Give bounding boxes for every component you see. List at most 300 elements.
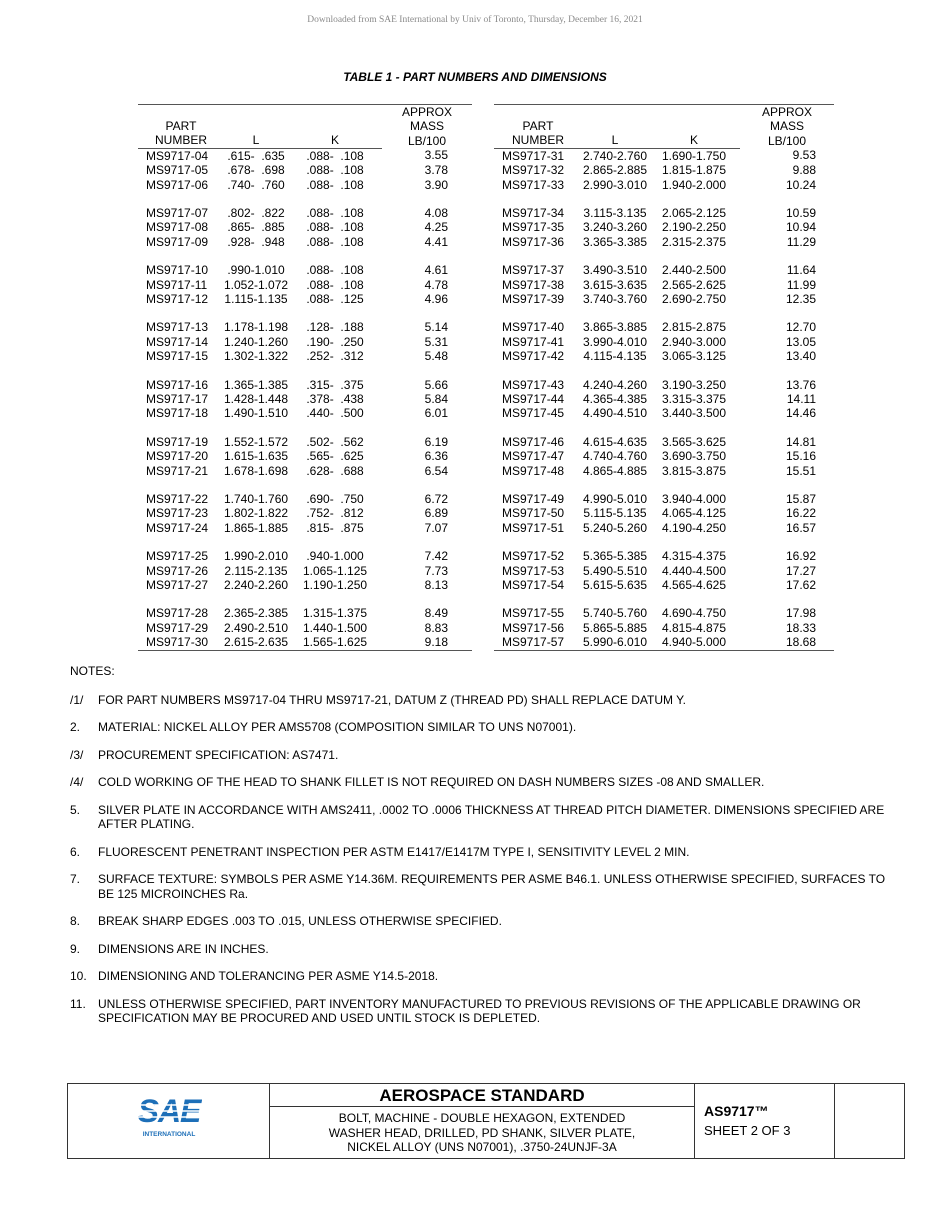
l-cell: 1.052-1.072 [223, 277, 289, 292]
part-number-cell: MS9717-18 [146, 406, 209, 421]
k-cell: 3.815-3.875 [661, 463, 727, 478]
table-row [138, 206, 472, 220]
mass-cell: 9.88 [792, 163, 816, 178]
k-cell: 4.065-4.125 [661, 506, 727, 521]
k-cell: .088- .108 [306, 234, 364, 249]
part-number-cell: MS9717-38 [502, 277, 565, 292]
mass-cell: 10.94 [785, 220, 816, 235]
k-cell: 2.190-2.250 [661, 220, 727, 235]
k-cell: 2.690-2.750 [661, 291, 727, 306]
k-cell: 2.565-2.625 [661, 277, 727, 292]
mass-cell: 18.68 [740, 635, 834, 650]
l-cell: 1.678-1.698 [223, 463, 289, 478]
mass-cell: 11.64 [786, 263, 816, 278]
mass-cell: 16.57 [785, 520, 816, 535]
table-row [138, 378, 472, 392]
header-k: K [288, 105, 382, 148]
mass-cell: 3.90 [424, 177, 448, 192]
part-number-cell: MS9717-32 [502, 163, 565, 178]
table-row [494, 335, 834, 349]
part-number-cell: MS9717-05 [146, 163, 209, 178]
notes-heading: NOTES: [70, 664, 115, 678]
table-row [138, 564, 472, 578]
k-cell: 2.940-3.000 [661, 334, 727, 349]
table-row [494, 235, 834, 249]
table-row [494, 635, 834, 650]
part-number-cell: MS9717-45 [502, 406, 565, 421]
table-row [494, 449, 834, 463]
l-cell: 2.990-3.010 [582, 177, 648, 192]
note-text: FOR PART NUMBERS MS9717-04 THRU MS9717-21, DATUM Z (THREAD PD) SHALL REPLACE DATUM Y. [98, 692, 686, 707]
k-cell: 1.440-1.500 [303, 620, 368, 635]
part-number-cell: MS9717-15 [146, 349, 209, 364]
mass-cell: 6.01 [424, 406, 448, 421]
k-cell: .440- .500 [306, 406, 364, 421]
note-text: SURFACE TEXTURE: SYMBOLS PER ASME Y14.36M. REQUIREMENTS PER ASME B46.1. UNLESS OTHERWISE SPECIFIED, SURFACES TO BE 125 MICROINCHES Ra. [98, 872, 886, 901]
note-text: FLUORESCENT PENETRANT INSPECTION PER ASTM E1417/E1417M TYPE I, SENSITIVITY LEVEL 2 MIN. [98, 844, 690, 859]
note-number: 8. [70, 914, 81, 928]
k-cell: 1.565-1.625 [288, 635, 382, 650]
part-number-cell: MS9717-21 [146, 463, 209, 478]
l-cell: 1.615-1.635 [223, 449, 289, 464]
mass-cell: 5.66 [424, 377, 448, 392]
part-number-cell: MS9717-53 [502, 563, 565, 578]
note-number: /4/ [70, 775, 84, 789]
part-number-cell: MS9717-16 [146, 377, 209, 392]
mass-cell: 16.92 [785, 549, 816, 564]
mass-cell: 7.07 [424, 520, 448, 535]
l-cell: 1.428-1.448 [223, 392, 289, 406]
k-cell: 2.440-2.500 [661, 263, 727, 278]
table-row [494, 263, 834, 277]
mass-cell: 15.51 [785, 463, 816, 478]
k-cell: 3.690-3.750 [661, 449, 727, 464]
table-row [138, 521, 472, 535]
mass-cell: 5.14 [424, 320, 448, 335]
document-number: AS9717™ [704, 1103, 769, 1119]
l-cell: 4.240-4.260 [582, 377, 648, 392]
l-cell: 2.865-2.885 [582, 163, 648, 178]
note-text: DIMENSIONS ARE IN INCHES. [98, 941, 269, 956]
table-row [138, 235, 472, 249]
table-row [138, 220, 472, 234]
l-cell: 1.490-1.510 [223, 406, 289, 421]
table-row [494, 178, 834, 192]
part-number-cell: MS9717-48 [502, 463, 565, 478]
part-number-cell: MS9717-04 [146, 148, 209, 163]
k-cell: .088- .108 [306, 177, 364, 192]
l-cell: 5.740-5.760 [582, 606, 648, 621]
l-cell: 1.865-1.885 [223, 520, 289, 535]
table-row [494, 621, 834, 635]
mass-cell: 5.31 [424, 334, 448, 349]
mass-cell: 9.18 [382, 635, 472, 650]
part-number-cell: MS9717-35 [502, 220, 565, 235]
l-cell: 5.490-5.510 [582, 563, 648, 578]
k-cell: .088- .108 [306, 277, 364, 292]
table-row [138, 635, 472, 650]
note-number: /1/ [70, 692, 84, 707]
part-number-cell: MS9717-51 [502, 520, 565, 535]
l-cell: 3.490-3.510 [582, 263, 648, 278]
note-item [70, 803, 890, 832]
part-number-cell: MS9717-08 [146, 220, 209, 235]
part-number-cell: MS9717-30 [138, 635, 224, 650]
k-cell: 3.440-3.500 [661, 406, 727, 421]
header-part-number: PART NUMBER [494, 105, 582, 148]
table-row [494, 564, 834, 578]
l-cell: .615- .635 [227, 148, 285, 163]
part-number-cell: MS9717-34 [502, 205, 565, 220]
mass-cell: 4.78 [424, 277, 448, 292]
svg-text:INTERNATIONAL: INTERNATIONAL [142, 1131, 196, 1138]
l-cell: 5.115-5.135 [583, 506, 647, 521]
mass-cell: 6.54 [424, 463, 448, 478]
note-number: 6. [70, 844, 81, 859]
note-number: 10. [70, 969, 87, 983]
part-number-cell: MS9717-20 [146, 449, 209, 464]
mass-cell: 8.49 [424, 606, 448, 621]
k-cell: 1.940-2.000 [661, 177, 727, 192]
k-cell: .502- .562 [306, 434, 364, 449]
mass-cell: 5.84 [424, 392, 448, 406]
part-number-cell: MS9717-23 [146, 506, 209, 521]
table-row [494, 578, 834, 592]
l-cell: 5.365-5.385 [582, 549, 648, 564]
k-cell: 1.190-1.250 [303, 578, 368, 593]
k-cell: 4.190-4.250 [661, 520, 727, 535]
note-text: MATERIAL: NICKEL ALLOY PER AMS5708 (COMPOSITION SIMILAR TO UNS N07001). [98, 720, 577, 734]
mass-cell: 12.35 [785, 291, 816, 306]
table-row [494, 148, 834, 163]
k-cell: 3.190-3.250 [661, 377, 727, 392]
k-cell: .088- .125 [306, 291, 364, 306]
note-item [70, 969, 890, 984]
note-item [70, 872, 890, 901]
table-row [494, 292, 834, 306]
table-row [494, 435, 834, 449]
l-cell: 2.240-2.260 [223, 578, 289, 593]
table-title: TABLE 1 - PART NUMBERS AND DIMENSIONS [343, 70, 607, 84]
l-cell: 1.365-1.385 [223, 377, 289, 392]
mass-cell: 15.87 [785, 492, 816, 507]
note-text: DIMENSIONING AND TOLERANCING PER ASME Y14.5-2018. [98, 969, 439, 983]
table-row [138, 492, 472, 506]
title-block [67, 1083, 905, 1159]
part-number-cell: MS9717-25 [146, 549, 209, 564]
mass-cell: 17.27 [785, 563, 816, 578]
k-cell: .690- .750 [306, 492, 364, 507]
k-cell: .815- .875 [306, 520, 364, 535]
l-cell: 1.802-1.822 [223, 506, 289, 521]
note-item [70, 914, 890, 929]
header-mass: APPROX MASS LB/100 [382, 105, 472, 149]
part-table-right [494, 104, 834, 651]
k-cell: .088- .108 [306, 163, 364, 178]
part-number-cell: MS9717-26 [146, 563, 209, 578]
k-cell: .315- .375 [306, 377, 364, 392]
mass-cell: 8.13 [424, 578, 448, 593]
part-number-cell: MS9717-12 [146, 291, 209, 306]
part-number-cell: MS9717-11 [146, 277, 208, 292]
svg-text:SAE: SAE [137, 1095, 201, 1129]
part-number-cell: MS9717-14 [146, 334, 209, 349]
l-cell: .678- .698 [227, 163, 285, 178]
notes-list [70, 693, 890, 1026]
part-number-cell: MS9717-37 [502, 263, 565, 278]
table-row [138, 406, 472, 420]
k-cell: .378- .438 [306, 392, 364, 406]
k-cell: 4.940-5.000 [648, 635, 740, 650]
table-row [494, 349, 834, 363]
mass-cell: 7.73 [424, 563, 448, 578]
note-text: COLD WORKING OF THE HEAD TO SHANK FILLET IS NOT REQUIRED ON DASH NUMBERS SIZES -08 AND SMALLER. [98, 775, 765, 789]
l-cell: 1.115-1.135 [224, 291, 288, 306]
mass-cell: 17.62 [785, 578, 816, 593]
table-row [494, 406, 834, 420]
mass-cell: 9.53 [792, 148, 816, 163]
k-cell: 3.065-3.125 [661, 349, 727, 364]
table-row [138, 449, 472, 463]
mass-cell: 6.36 [424, 449, 448, 464]
part-number-cell: MS9717-29 [146, 620, 209, 635]
part-number-cell: MS9717-31 [502, 148, 565, 163]
table-row [138, 320, 472, 334]
l-cell: 4.115-4.135 [583, 349, 647, 364]
l-cell: 2.115-2.135 [224, 563, 288, 578]
note-item [70, 693, 890, 708]
l-cell: 5.615-5.635 [582, 578, 648, 593]
l-cell: 1.240-1.260 [223, 334, 289, 349]
note-item [70, 720, 890, 735]
k-cell: 1.065-1.125 [303, 563, 368, 578]
l-cell: 1.302-1.322 [223, 349, 289, 364]
k-cell: 2.815-2.875 [661, 320, 727, 335]
part-number-cell: MS9717-49 [502, 492, 565, 507]
k-cell: .088- .108 [306, 263, 364, 278]
table-row [138, 263, 472, 277]
l-cell: 2.615-2.635 [223, 635, 289, 650]
k-cell: .128- .188 [306, 320, 364, 335]
part-number-cell: MS9717-42 [502, 349, 565, 364]
l-cell: 3.365-3.385 [582, 234, 648, 249]
k-cell: .752- .812 [306, 506, 364, 521]
k-cell: .088- .108 [306, 220, 364, 235]
table-row [494, 606, 834, 620]
l-cell: .740- .760 [227, 177, 285, 192]
part-number-cell: MS9717-56 [502, 620, 565, 635]
k-cell: 1.815-1.875 [661, 163, 727, 178]
part-number-cell: MS9717-50 [502, 506, 565, 521]
part-number-cell: MS9717-24 [146, 520, 209, 535]
part-number-cell: MS9717-06 [146, 177, 209, 192]
k-cell: 1.315-1.375 [303, 606, 368, 621]
table-row [138, 549, 472, 563]
sheet-number: SHEET 2 OF 3 [704, 1123, 791, 1138]
header-k: K [648, 105, 740, 148]
table-row [138, 578, 472, 592]
table-row [494, 163, 834, 177]
part-number-cell: MS9717-39 [502, 291, 565, 306]
part-number-cell: MS9717-46 [502, 434, 565, 449]
note-item [70, 997, 890, 1026]
part-number-cell: MS9717-22 [146, 492, 209, 507]
k-cell: 1.690-1.750 [661, 148, 727, 163]
l-cell: 5.240-5.260 [582, 520, 648, 535]
table-row [138, 163, 472, 177]
mass-cell: 14.81 [785, 434, 816, 449]
k-cell: 4.565-4.625 [661, 578, 727, 593]
part-number-cell: MS9717-27 [146, 578, 209, 593]
k-cell: 4.690-4.750 [661, 606, 727, 621]
mass-cell: 15.16 [785, 449, 816, 464]
mass-cell: 13.05 [785, 334, 816, 349]
table-row [494, 206, 834, 220]
table-row [494, 278, 834, 292]
table-row [494, 220, 834, 234]
part-number-cell: MS9717-33 [502, 177, 565, 192]
part-number-cell: MS9717-55 [502, 606, 565, 621]
k-cell: 2.065-2.125 [661, 205, 727, 220]
k-cell: 2.315-2.375 [661, 234, 727, 249]
mass-cell: 13.76 [785, 377, 816, 392]
part-number-cell: MS9717-19 [146, 434, 209, 449]
l-cell: .865- .885 [227, 220, 285, 235]
header-l: L [582, 105, 648, 148]
table-row [494, 521, 834, 535]
mass-cell: 11.29 [786, 234, 816, 249]
l-cell: 1.178-1.198 [223, 320, 289, 335]
table-row [138, 349, 472, 363]
mass-cell: 8.83 [424, 620, 448, 635]
note-number: 9. [70, 941, 81, 956]
table-row [494, 492, 834, 506]
table-row [494, 549, 834, 563]
part-number-cell: MS9717-47 [502, 449, 565, 464]
mass-cell: 7.42 [424, 549, 448, 564]
table-row [494, 392, 834, 406]
part-description: BOLT, MACHINE - DOUBLE HEXAGON, EXTENDED WASHER HEAD, DRILLED, PD SHANK, SILVER PLATE, NICKEL ALLOY (UNS N07001), .3750-24UNJF-3A [328, 1111, 636, 1154]
k-cell: 4.440-4.500 [661, 563, 727, 578]
mass-cell: 5.48 [424, 349, 448, 364]
part-number-cell: MS9717-41 [502, 334, 565, 349]
l-cell: 5.865-5.885 [582, 620, 648, 635]
l-cell: 3.240-3.260 [582, 220, 648, 235]
l-cell: 3.615-3.635 [582, 277, 648, 292]
l-cell: 3.115-3.135 [583, 205, 647, 220]
part-number-cell: MS9717-13 [146, 320, 209, 335]
l-cell: .990-1.010 [227, 263, 285, 278]
mass-cell: 13.40 [785, 349, 816, 364]
part-number-cell: MS9717-10 [146, 263, 209, 278]
l-cell: 1.552-1.572 [223, 434, 289, 449]
notes-section [70, 664, 890, 1039]
table-row [138, 506, 472, 520]
table-row [138, 278, 472, 292]
mass-cell: 12.70 [785, 320, 816, 335]
part-number-cell: MS9717-28 [146, 606, 209, 621]
mass-cell: 4.41 [424, 234, 448, 249]
mass-cell: 6.19 [424, 434, 448, 449]
sae-logo-icon [136, 1095, 202, 1139]
k-cell: 3.315-3.375 [661, 392, 727, 406]
header-mass: APPROX MASS LB/100 [740, 105, 834, 149]
note-number: /3/ [70, 747, 84, 762]
k-cell: .565- .625 [306, 449, 364, 464]
part-number-cell: MS9717-44 [502, 392, 565, 406]
mass-cell: 6.89 [424, 506, 448, 521]
l-cell: .928- .948 [227, 234, 285, 249]
note-number: 2. [70, 720, 81, 734]
l-cell: 3.865-3.885 [582, 320, 648, 335]
header-part-number: PART NUMBER [138, 105, 224, 148]
part-number-cell: MS9717-57 [494, 635, 582, 650]
table-row [138, 392, 472, 406]
note-item [70, 775, 890, 790]
part-number-cell: MS9717-07 [146, 205, 209, 220]
table-row [494, 506, 834, 520]
mass-cell: 14.46 [785, 406, 816, 421]
mass-cell: 10.59 [785, 205, 816, 220]
part-table-left [138, 104, 472, 651]
l-cell: 3.740-3.760 [582, 291, 648, 306]
note-number: 5. [70, 802, 81, 817]
mass-cell: 10.24 [785, 177, 816, 192]
l-cell: 4.865-4.885 [582, 463, 648, 478]
note-text: BREAK SHARP EDGES .003 TO .015, UNLESS OTHERWISE SPECIFIED. [98, 914, 502, 928]
mass-cell: 6.72 [424, 492, 448, 507]
table-row [494, 320, 834, 334]
table-row [138, 606, 472, 620]
mass-cell: 14.11 [786, 392, 816, 406]
k-cell: 4.815-4.875 [661, 620, 727, 635]
table-row [138, 335, 472, 349]
note-text: SILVER PLATE IN ACCORDANCE WITH AMS2411, .0002 TO .0006 THICKNESS AT THREAD PITCH DIAMETER. DIMENSIONS SPECIFIED ARE AFTER PLATING. [98, 802, 885, 831]
table-row [138, 464, 472, 478]
download-banner: Downloaded from SAE International by Univ of Toronto, Thursday, December 16, 2021 [307, 15, 643, 25]
mass-cell: 16.22 [785, 506, 816, 521]
table-row [138, 292, 472, 306]
mass-cell: 3.78 [424, 163, 448, 178]
l-cell: 4.740-4.760 [582, 449, 648, 464]
k-cell: .088- .108 [306, 205, 364, 220]
mass-cell: 4.61 [424, 263, 448, 278]
k-cell: 3.565-3.625 [661, 434, 727, 449]
mass-cell: 4.08 [424, 205, 448, 220]
table-row [138, 178, 472, 192]
k-cell: .940-1.000 [306, 549, 364, 564]
l-cell: 4.365-4.385 [582, 392, 648, 406]
part-number-cell: MS9717-43 [502, 377, 565, 392]
mass-cell: 4.25 [424, 220, 448, 235]
k-cell: .252- .312 [306, 349, 364, 364]
k-cell: .190- .250 [306, 334, 364, 349]
k-cell: .088- .108 [306, 148, 364, 163]
part-number-cell: MS9717-36 [502, 234, 565, 249]
l-cell: 2.365-2.385 [223, 606, 289, 621]
l-cell: 5.990-6.010 [582, 635, 648, 650]
l-cell: 4.490-4.510 [582, 406, 648, 421]
l-cell: 2.740-2.760 [582, 148, 648, 163]
note-item [70, 942, 890, 957]
k-cell: 3.940-4.000 [661, 492, 727, 507]
table-row [494, 464, 834, 478]
l-cell: 1.740-1.760 [223, 492, 289, 507]
note-item [70, 845, 890, 860]
part-number-cell: MS9717-54 [502, 578, 565, 593]
l-cell: .802- .822 [227, 205, 285, 220]
mass-cell: 18.33 [785, 620, 816, 635]
